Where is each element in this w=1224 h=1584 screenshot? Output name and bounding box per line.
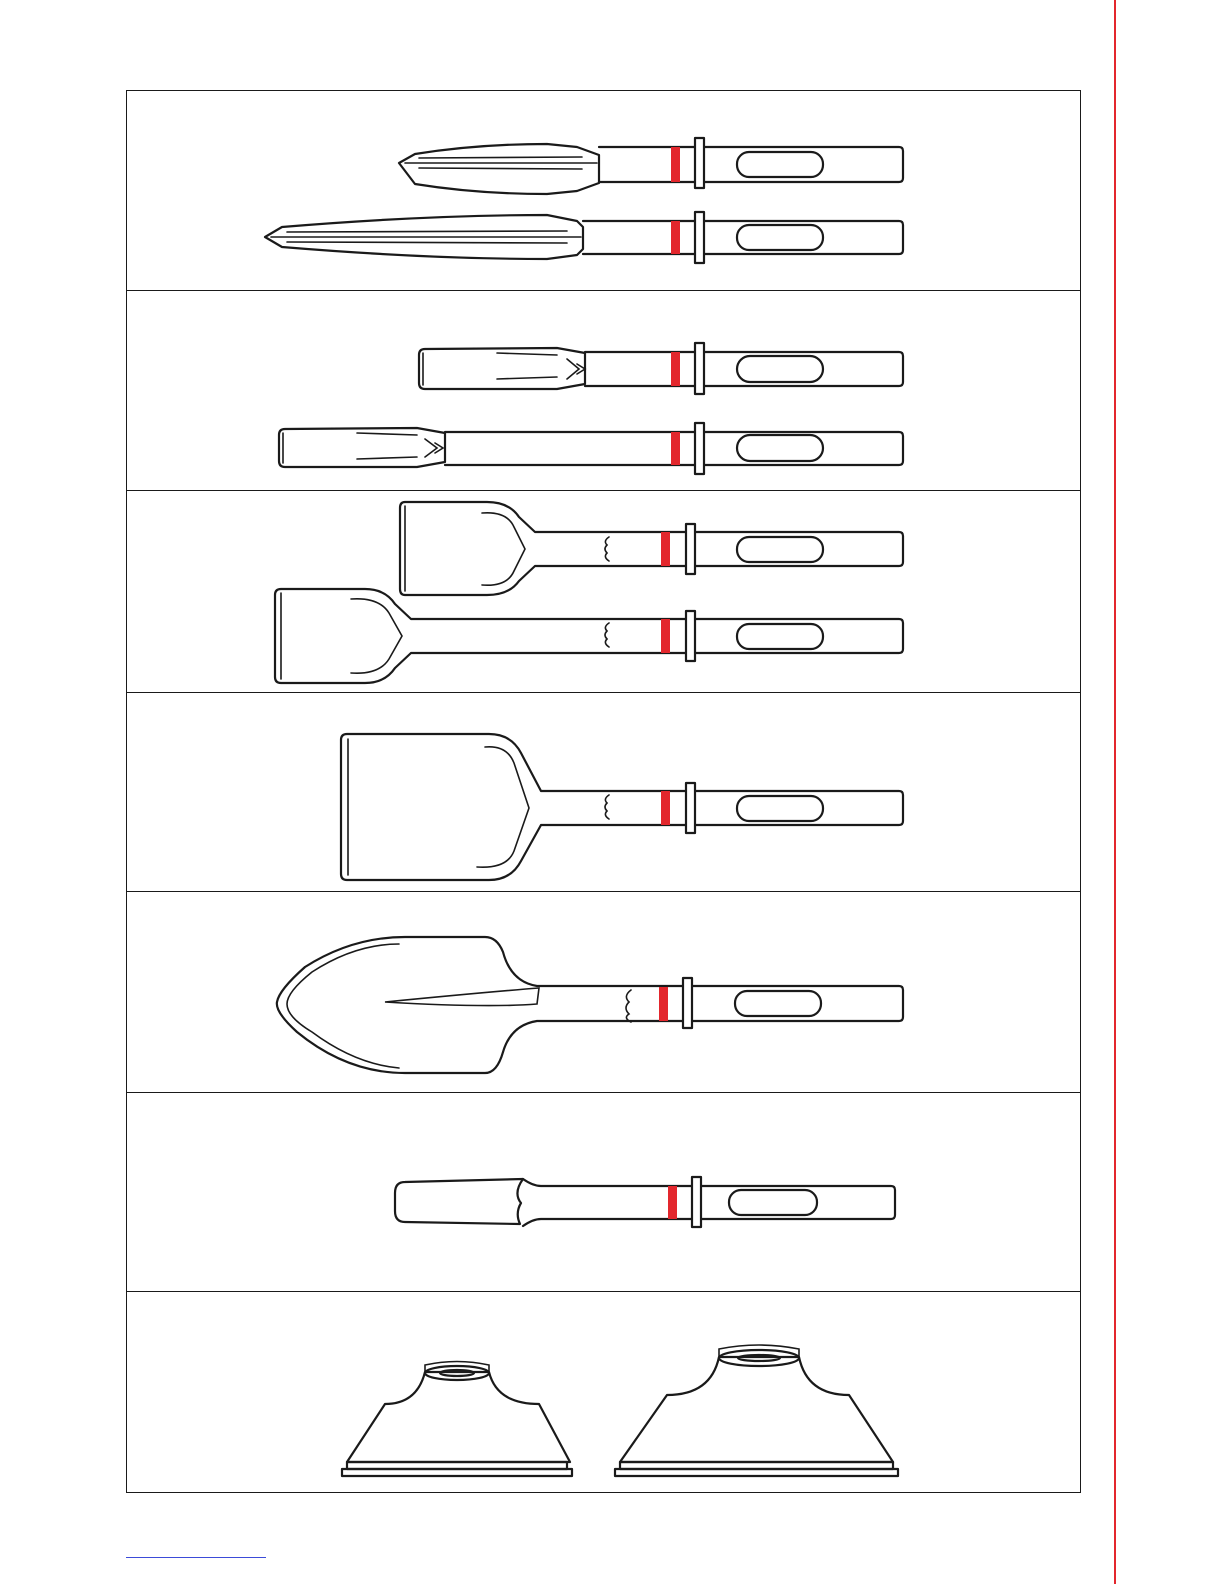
pointed-chisel-long-icon <box>265 212 903 263</box>
flat-chisel-short-icon <box>419 343 903 394</box>
panel-pointed-chisels <box>127 91 1080 290</box>
panel-flat-chisels <box>127 290 1080 490</box>
panel-wide-spade-chisel <box>127 692 1080 891</box>
panel-spade-chisels <box>127 490 1080 692</box>
flat-chisel-long-icon <box>279 423 903 474</box>
panel-bushing-tool <box>127 1092 1080 1291</box>
panel-clay-spade <box>127 891 1080 1092</box>
page-title <box>0 21 1 22</box>
clay-spade-icon <box>277 937 903 1073</box>
panel-tamper-plates <box>127 1291 1080 1494</box>
edge-rule <box>1114 0 1116 1584</box>
wide-spade-chisel-icon <box>341 734 903 880</box>
spade-chisel-long-icon <box>275 589 903 683</box>
bushing-tool-icon <box>395 1177 895 1227</box>
tool-catalog-sheet <box>126 90 1081 1493</box>
spade-chisel-short-icon <box>400 502 903 595</box>
pointed-chisel-short-icon <box>399 138 903 194</box>
tamper-plate-large-icon <box>615 1345 898 1476</box>
footer-rule <box>126 1557 266 1558</box>
tamper-plate-small-icon <box>342 1362 572 1477</box>
